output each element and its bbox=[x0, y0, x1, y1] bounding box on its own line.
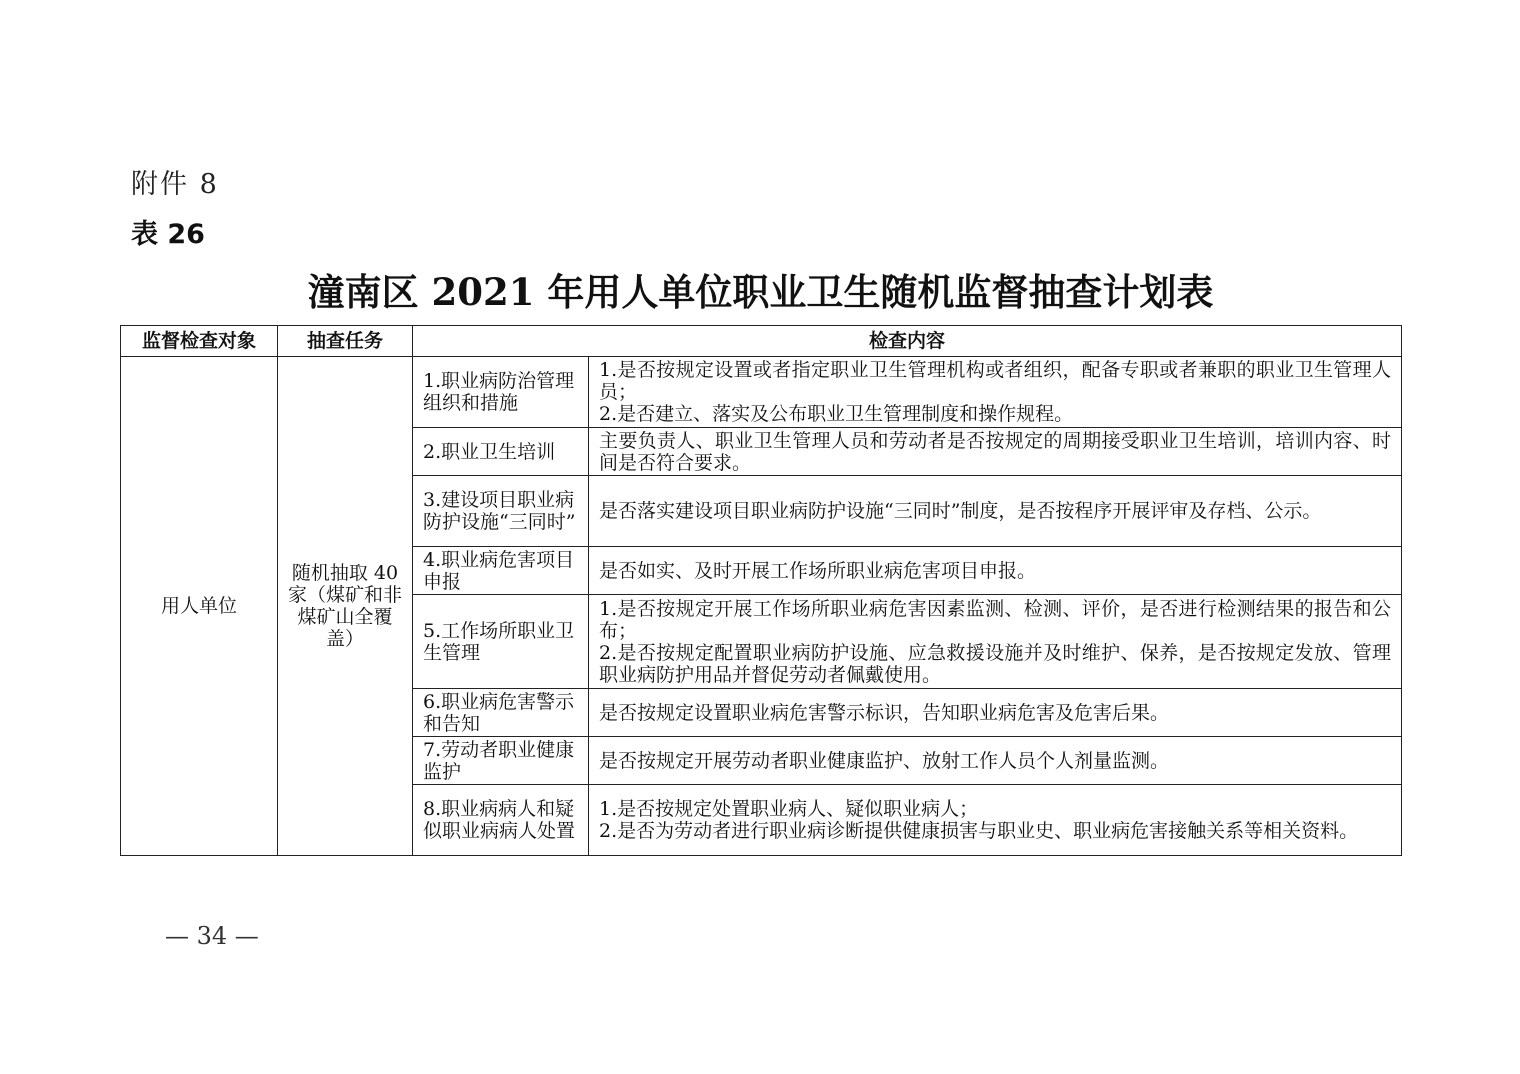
content-line: 1.是否按规定设置或者指定职业卫生管理机构或者组织，配备专职或者兼职的职业卫生管理人员； bbox=[599, 359, 1392, 403]
content-line: 2.是否为劳动者进行职业病诊断提供健康损害与职业史、职业病危害接触关系等相关资料。 bbox=[599, 820, 1359, 842]
table-row bbox=[121, 357, 1402, 428]
task-cell: 随机抽取 40 家（煤矿和非煤矿山全覆盖） bbox=[278, 357, 413, 856]
table-header-row bbox=[121, 326, 1402, 357]
item-cell: 6.职业病危害警示和告知 bbox=[413, 689, 589, 737]
content-cell bbox=[589, 547, 1402, 595]
item-cell: 7.劳动者职业健康监护 bbox=[413, 737, 589, 785]
content-line: 是否按规定设置职业病危害警示标识，告知职业病危害及危害后果。 bbox=[599, 701, 1170, 724]
item-cell: 4.职业病危害项目申报 bbox=[413, 547, 589, 595]
item-cell: 1.职业病防治管理组织和措施 bbox=[413, 357, 589, 428]
item-cell: 5.工作场所职业卫生管理 bbox=[413, 595, 589, 689]
object-cell: 用人单位 bbox=[121, 357, 278, 856]
page-number: — 34 — bbox=[165, 922, 259, 950]
content-cell bbox=[589, 689, 1402, 737]
content-line: 主要负责人、职业卫生管理人员和劳动者是否按规定的周期接受职业卫生培训，培训内容、时间是否符合要求。 bbox=[599, 429, 1392, 474]
item-cell: 2.职业卫生培训 bbox=[413, 428, 589, 476]
column-header-task: 抽查任务 bbox=[278, 326, 413, 357]
content-line: 1.是否按规定开展工作场所职业病危害因素监测、检测、评价，是否进行检测结果的报告和公布； bbox=[599, 597, 1392, 642]
content-cell bbox=[589, 785, 1402, 856]
content-cell bbox=[589, 595, 1402, 689]
content-cell bbox=[589, 737, 1402, 785]
content-line: 2.是否按规定配置职业病防护设施、应急救援设施并及时维护、保养，是否按规定发放、管理职业病防护用品并督促劳动者佩戴使用。 bbox=[599, 641, 1392, 686]
content-cell bbox=[589, 357, 1402, 428]
content-cell bbox=[589, 428, 1402, 476]
content-line: 1.是否按规定处置职业病人、疑似职业病人； bbox=[599, 798, 979, 820]
table-body bbox=[121, 357, 1402, 856]
inspection-plan-table bbox=[120, 325, 1402, 856]
content-line: 2.是否建立、落实及公布职业卫生管理制度和操作规程。 bbox=[599, 403, 1074, 425]
table-number: 表 26 bbox=[131, 219, 205, 250]
content-line: 是否按规定开展劳动者职业健康监护、放射工作人员个人剂量监测。 bbox=[599, 749, 1170, 772]
column-header-object: 监督检查对象 bbox=[121, 326, 278, 357]
item-cell: 8.职业病病人和疑似职业病病人处置 bbox=[413, 785, 589, 856]
content-line: 是否如实、及时开展工作场所职业病危害项目申报。 bbox=[599, 559, 1037, 582]
column-header-content: 检查内容 bbox=[413, 326, 1402, 357]
page-title: 潼南区 2021 年用人单位职业卫生随机监督抽查计划表 bbox=[307, 270, 1214, 314]
item-cell: 3.建设项目职业病防护设施“三同时” bbox=[413, 476, 589, 547]
content-line: 是否落实建设项目职业病防护设施“三同时”制度，是否按程序开展评审及存档、公示。 bbox=[599, 500, 1322, 522]
content-cell bbox=[589, 476, 1402, 547]
annex-label: 附件 8 bbox=[131, 169, 219, 200]
